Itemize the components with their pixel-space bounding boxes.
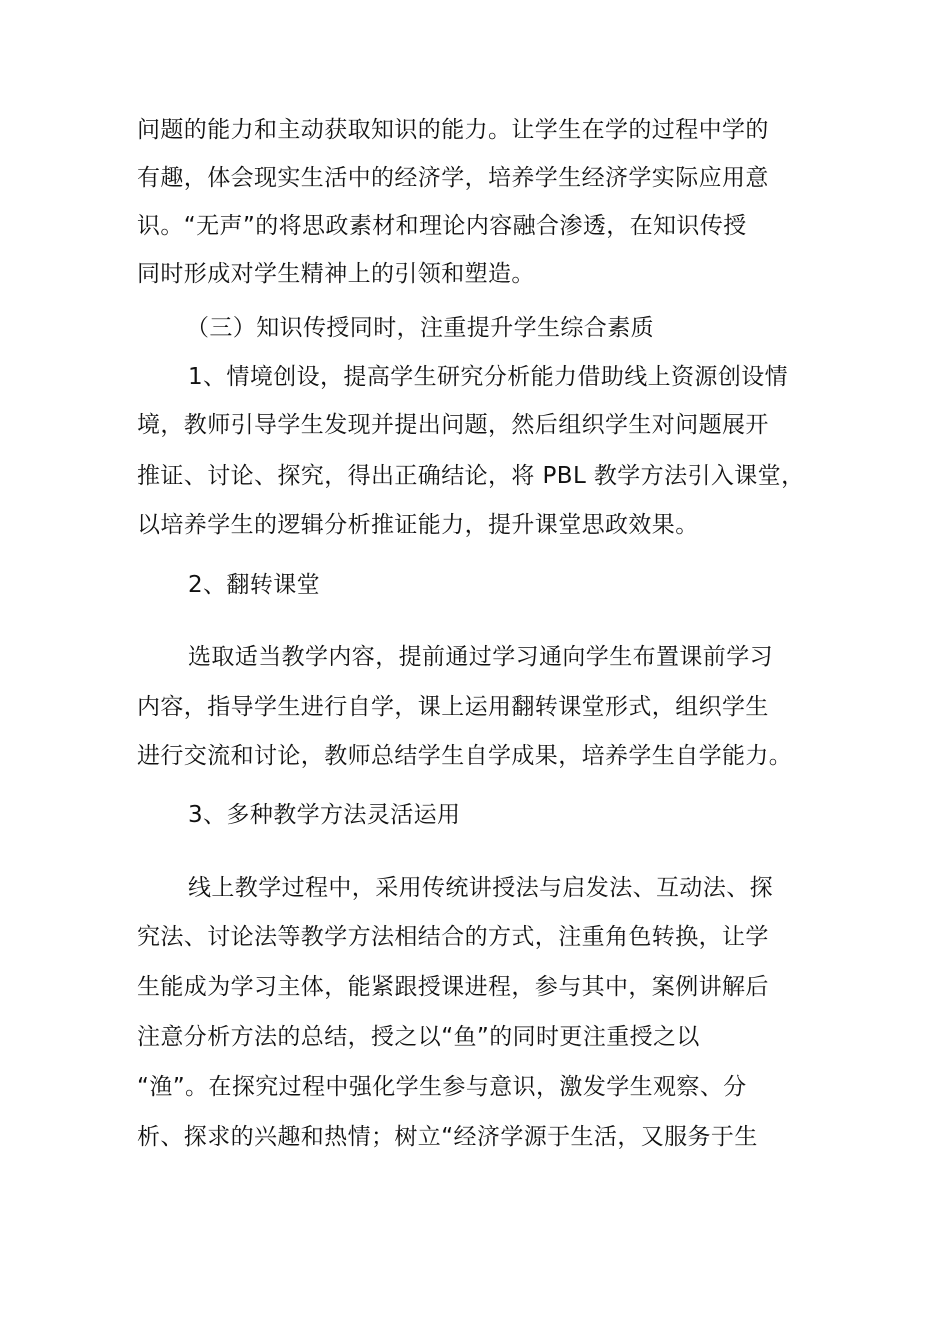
paragraph-line: “渔”。在探究过程中强化学生参与意识，激发学生观察、分 bbox=[137, 1074, 747, 1100]
paragraph-line: 注意分析方法的总结，授之以“鱼”的同时更注重授之以 bbox=[137, 1024, 700, 1050]
paragraph-line: 进行交流和讨论，教师总结学生自学成果，培养学生自学能力。 bbox=[137, 743, 793, 769]
paragraph-line: 析、探求的兴趣和热情；树立“经济学源于生活，又服务于生 bbox=[137, 1124, 758, 1150]
paragraph-line: 生能成为学习主体，能紧跟授课进程，参与其中，案例讲解后 bbox=[137, 974, 769, 1000]
paragraph-line: 选取适当教学内容，提前通过学习通向学生布置课前学习 bbox=[188, 644, 773, 670]
paragraph-line: 问题的能力和主动获取知识的能力。让学生在学的过程中学的 bbox=[137, 117, 769, 143]
paragraph-line: 1、情境创设，提高学生研究分析能力借助线上资源创设情 bbox=[188, 364, 789, 390]
paragraph-line: 内容，指导学生进行自学，课上运用翻转课堂形式，组织学生 bbox=[137, 694, 769, 720]
subsection-heading: 3、多种教学方法灵活运用 bbox=[188, 802, 461, 828]
subsection-heading: 2、翻转课堂 bbox=[188, 572, 321, 598]
paragraph-line: 识。“无声”的将思政素材和理论内容融合渗透，在知识传授 bbox=[137, 213, 747, 239]
paragraph-line: 线上教学过程中，采用传统讲授法与启发法、互动法、探 bbox=[188, 875, 773, 901]
paragraph-line: 推证、讨论、探究，得出正确结论，将 PBL 教学方法引入课堂， bbox=[137, 463, 805, 489]
section-heading: （三）知识传授同时，注重提升学生综合素质 bbox=[186, 315, 654, 341]
paragraph-line: 境，教师引导学生发现并提出问题，然后组织学生对问题展开 bbox=[137, 412, 769, 438]
paragraph-line: 有趣，体会现实生活中的经济学，培养学生经济学实际应用意 bbox=[137, 165, 769, 191]
paragraph-line: 究法、讨论法等教学方法相结合的方式，注重角色转换，让学 bbox=[137, 924, 769, 950]
paragraph-line: 同时形成对学生精神上的引领和塑造。 bbox=[137, 261, 535, 287]
paragraph-line: 以培养学生的逻辑分析推证能力，提升课堂思政效果。 bbox=[137, 512, 699, 538]
